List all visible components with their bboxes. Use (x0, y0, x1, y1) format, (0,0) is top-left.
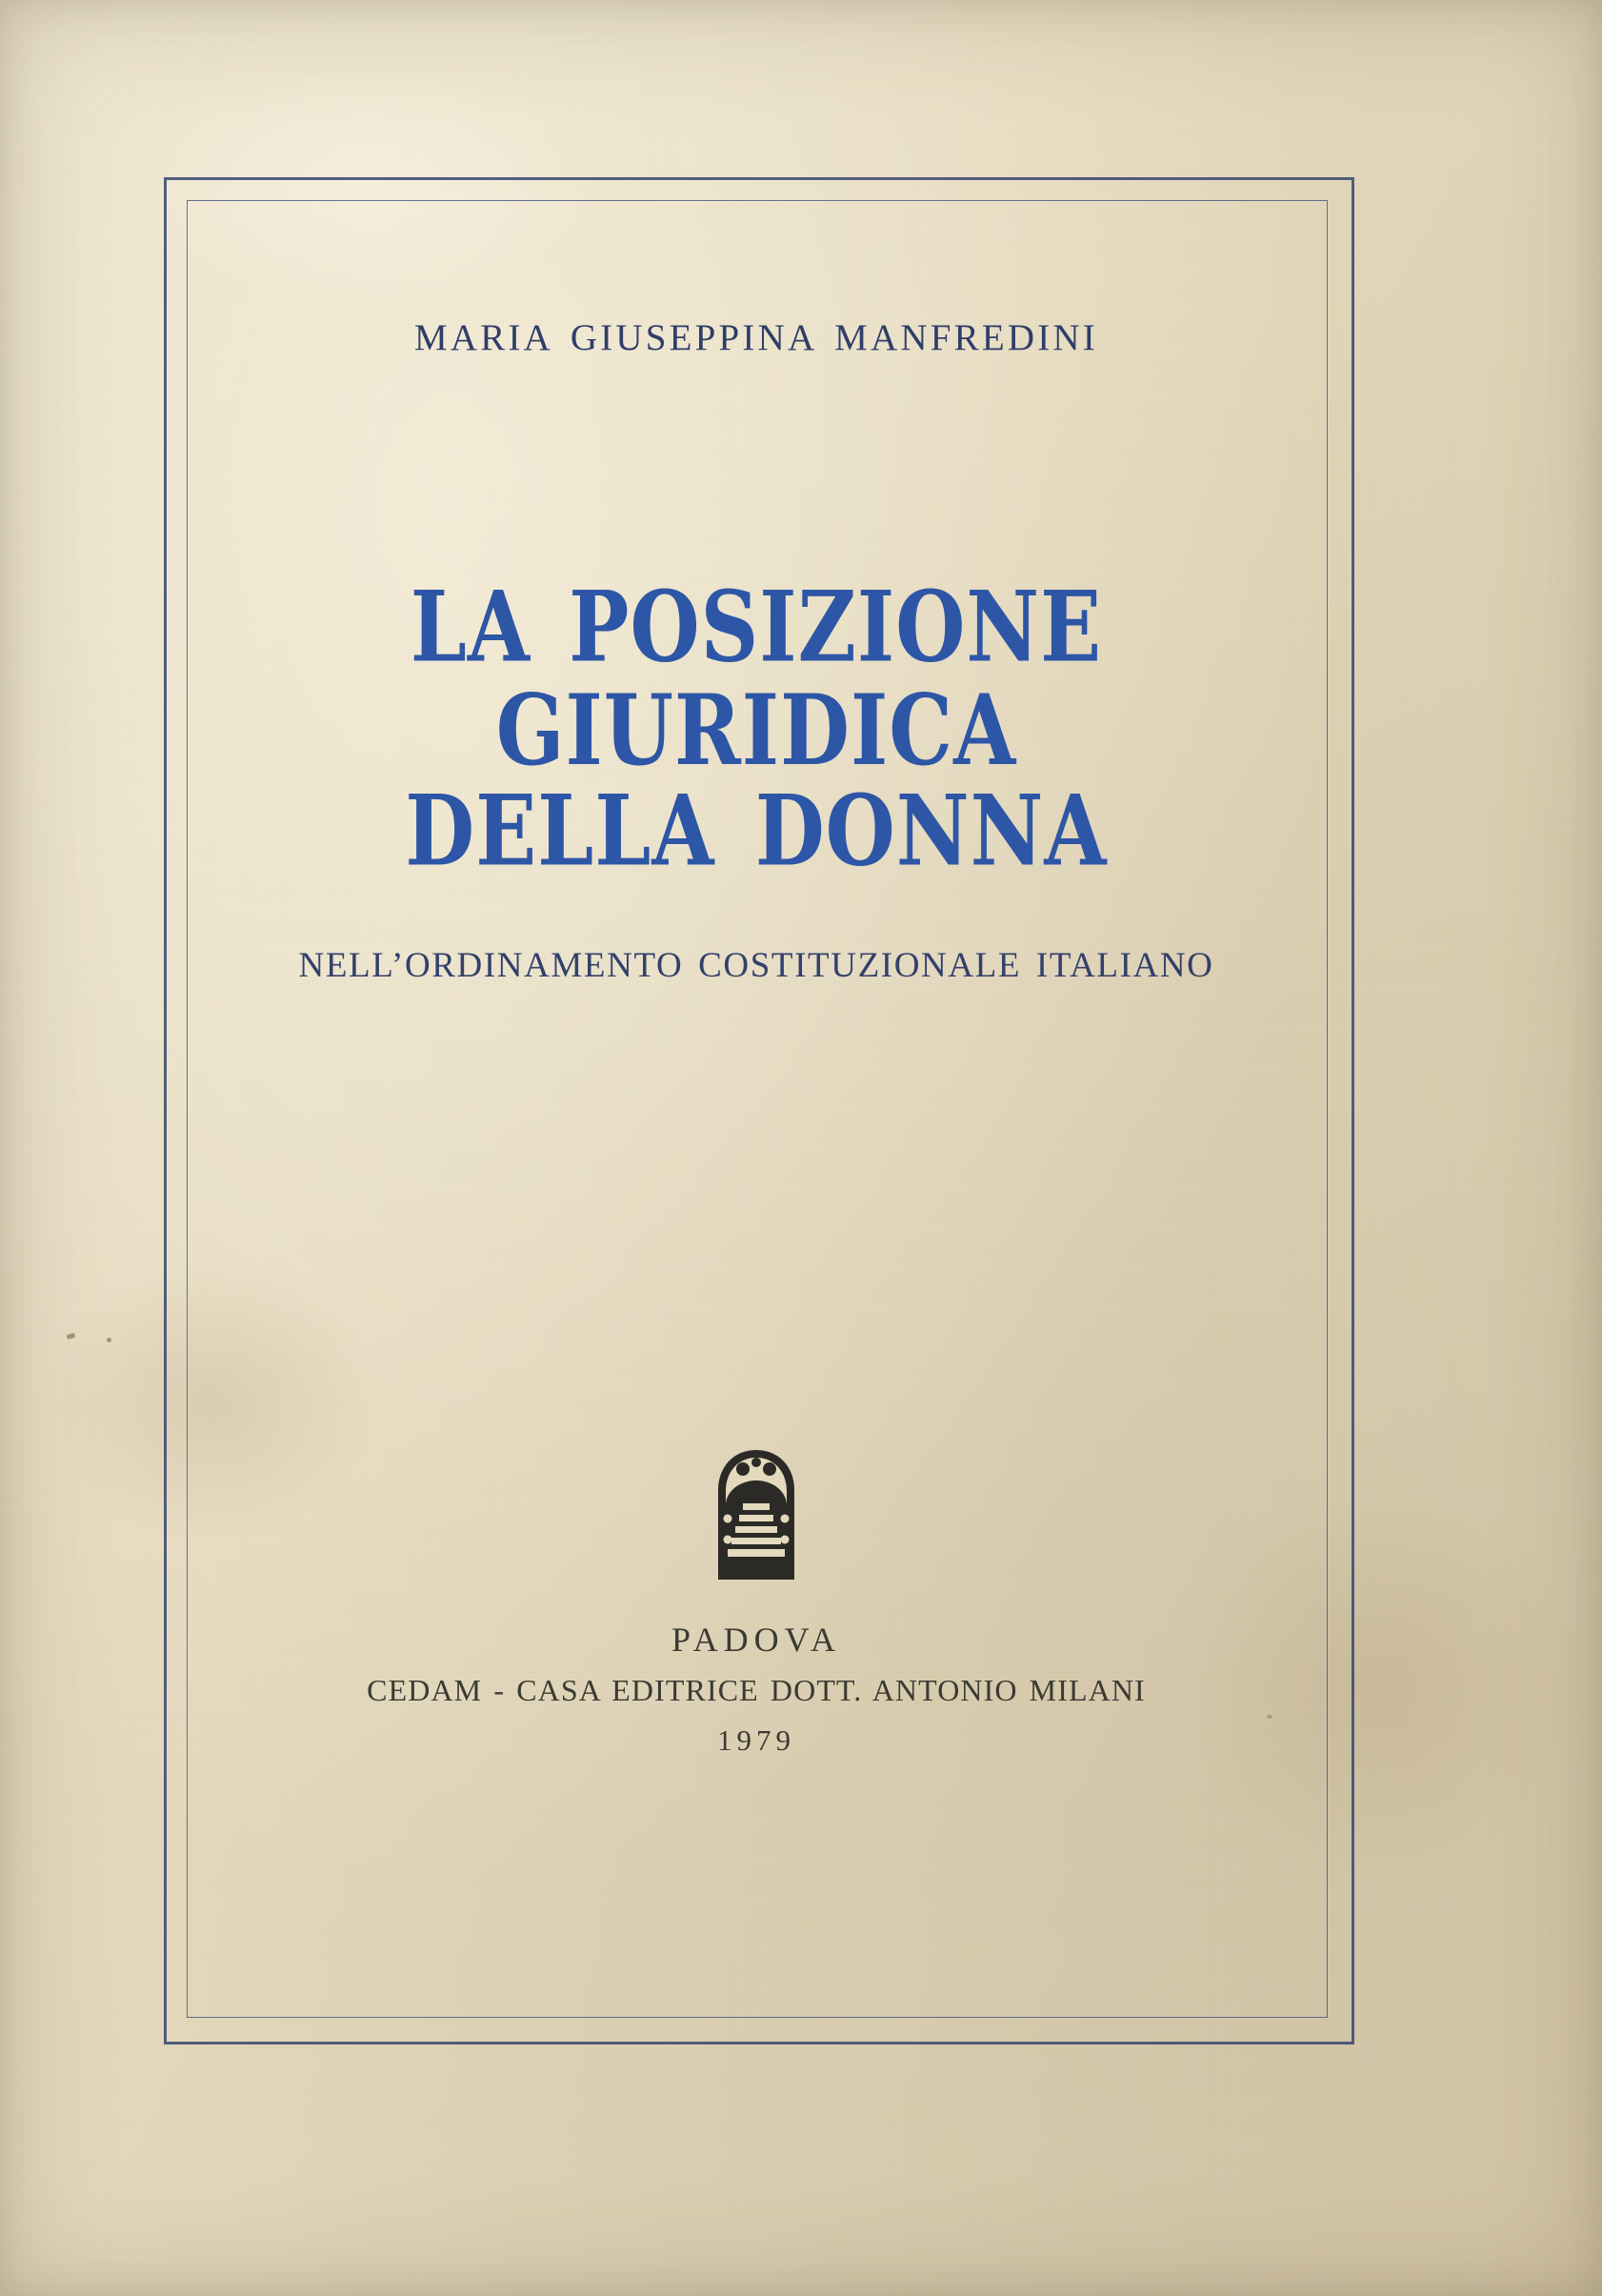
cover-content (187, 200, 1326, 2016)
paper-speck (107, 1338, 111, 1342)
author-name: MARIA GIUSEPPINA MANFREDINI (414, 317, 1098, 358)
publisher-imprint: CEDAM - CASA EDITRICE DOTT. ANTONIO MILANI (367, 1673, 1146, 1707)
book-title (187, 568, 1326, 888)
publisher-city: PADOVA (671, 1621, 842, 1659)
title-line-2: DELLA DONNA (405, 772, 1108, 888)
cedam-publisher-logo-icon (705, 1448, 808, 1581)
title-line-1: LA POSIZIONE GIURIDICA (410, 568, 1103, 788)
publisher-block (187, 1448, 1326, 1758)
paper-speck (66, 1333, 75, 1340)
publication-year: 1979 (717, 1723, 795, 1757)
book-subtitle: NELL’ORDINAMENTO COSTITUZIONALE ITALIANO (298, 946, 1214, 986)
